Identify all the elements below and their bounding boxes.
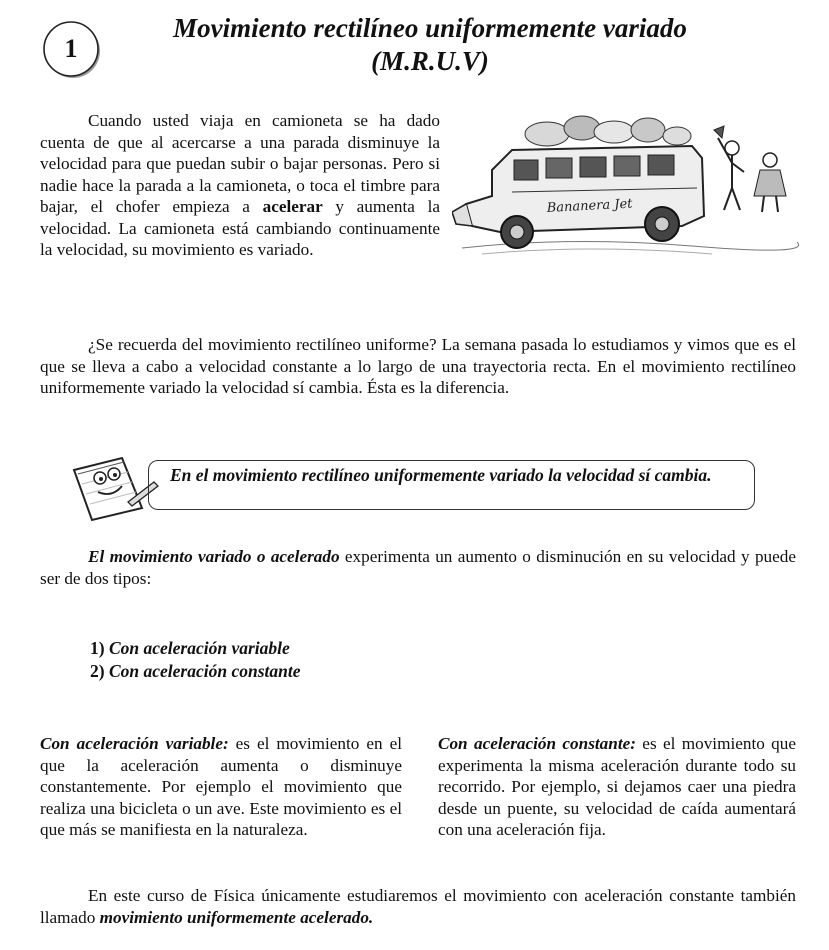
column-constant-lead: Con aceleración constante: <box>438 734 636 753</box>
notepad-mascot-icon <box>68 452 160 522</box>
paragraph-types-text: experimenta un aumento o disminución en su velocidad y puede ser de dos tipos: <box>40 547 796 588</box>
bus-drawing <box>452 108 802 263</box>
chapter-badge <box>40 18 102 80</box>
note-callout-text <box>164 465 744 486</box>
closing-paragraph <box>40 885 796 928</box>
closing-emphasis: movimiento uniformemente acelerado. <box>99 907 374 927</box>
note-text: En el movimiento rectilíneo uniformemente variado la velocidad sí cambia. <box>170 465 712 485</box>
types-list <box>90 637 300 683</box>
column-constant-text: es el movimiento que experimenta la misma aceleración durante todo su recorrido. Por ejemplo, si dejamos caer una piedra desde un puente, su velocidad de caída aumentará con una aceleración fija. <box>438 734 796 839</box>
list-item-label: Con aceleración variable <box>108 638 290 658</box>
bus-illustration <box>452 108 802 263</box>
intro-text-after: y aumenta la velocidad. La camioneta está cambiando continuamente la velocidad, su movimiento es variado. <box>40 197 440 259</box>
list-item-number: 2) <box>90 661 105 681</box>
page-title <box>110 12 750 78</box>
title-line-2: (M.R.U.V) <box>371 46 489 76</box>
list-item-label: Con aceleración constante <box>108 661 301 681</box>
title-line-1: Movimiento rectilíneo uniformemente variado <box>173 13 687 43</box>
column-constant-acceleration <box>438 733 796 841</box>
list-item-number: 1) <box>90 638 105 658</box>
paragraph-mru-recall <box>40 334 796 399</box>
list-item <box>90 660 300 683</box>
intro-text-before: Cuando usted viaja en camioneta se ha dado cuenta de que al acercarse a una parada disminuye la velocidad para que puedan subir o bajar personas. Pero si nadie hace la parada a la camioneta, o toca el timbre para bajar, el chofer empieza a <box>40 111 440 216</box>
list-item <box>90 637 300 660</box>
closing-text: En este curso de Física únicamente estudiaremos el movimiento con aceleración constante también llamado <box>40 886 796 927</box>
chapter-number: 1 <box>64 34 78 63</box>
notepad-mascot-drawing <box>68 452 160 522</box>
intro-bold-word: acelerar <box>262 197 323 216</box>
paragraph-types <box>40 546 796 589</box>
intro-paragraph <box>40 110 440 261</box>
column-variable-lead: Con aceleración variable: <box>40 734 229 753</box>
column-variable-acceleration <box>40 733 402 841</box>
paragraph-types-lead: El movimiento variado o acelerado <box>88 547 340 566</box>
column-variable-text: es el movimiento en el que la aceleración aumenta o disminuye constantemente. Por ejemplo el movimiento que realiza una bicicleta o un ave. Este movimiento es el que más se manifiesta en la naturaleza. <box>40 734 402 839</box>
bus-sign-text: Bananera Jet <box>546 196 633 216</box>
paragraph-mru-recall-text: ¿Se recuerda del movimiento rectilíneo uniforme? La semana pasada lo estudiamos y vimos que es el que se lleva a cabo a velocidad constante a lo largo de una trayectoria recta. En el movimiento rectilíneo uniformemente variado la velocidad sí cambia. Ésta es la diferencia. <box>40 335 796 397</box>
